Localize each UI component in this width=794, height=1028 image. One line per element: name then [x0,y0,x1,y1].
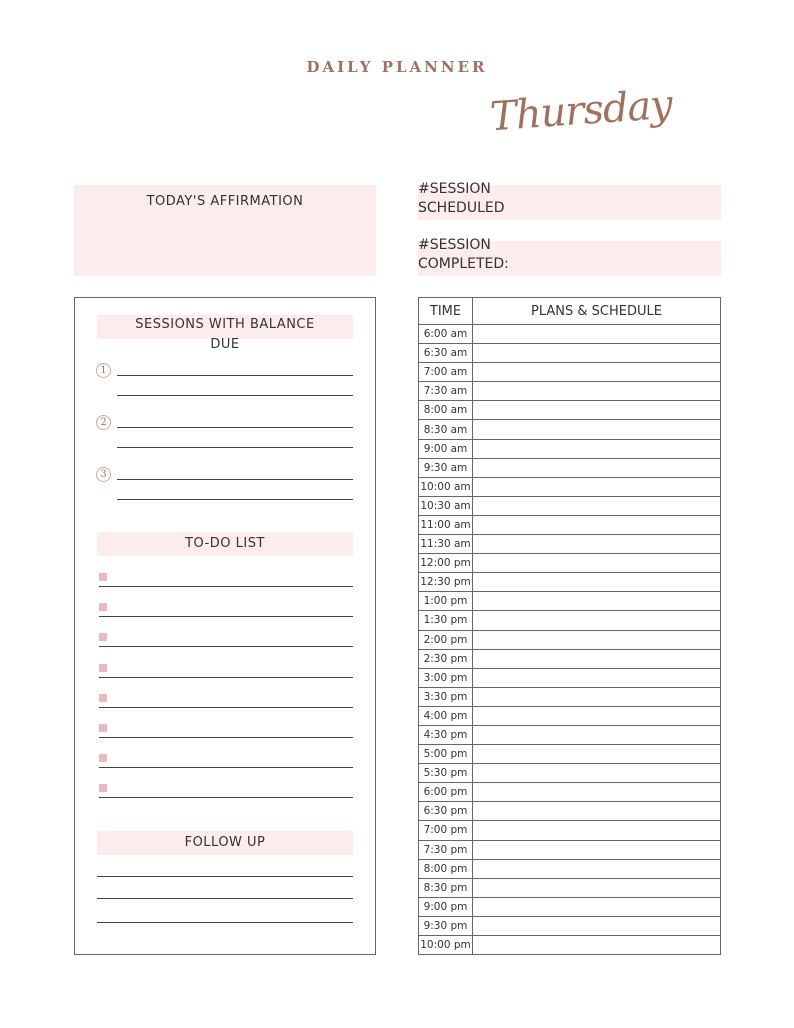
plan-cell[interactable] [473,706,721,725]
schedule-row [419,592,721,611]
todo-line[interactable] [99,616,353,617]
todo-checkbox[interactable] [99,754,107,762]
time-cell: 6:30 pm [419,802,473,821]
time-cell: 4:00 pm [419,706,473,725]
plan-cell[interactable] [473,496,721,515]
plan-cell[interactable] [473,515,721,534]
plan-cell[interactable] [473,325,721,344]
plan-cell[interactable] [473,725,721,744]
plan-cell[interactable] [473,344,721,363]
page-title: DAILY PLANNER [306,58,488,76]
time-cell: 8:00 am [419,401,473,420]
schedule-row [419,515,721,534]
time-cell: 3:00 pm [419,668,473,687]
plan-cell[interactable] [473,916,721,935]
plan-cell[interactable] [473,802,721,821]
todo-checkbox[interactable] [99,664,107,672]
schedule-row [419,420,721,439]
schedule-row [419,821,721,840]
schedule-row [419,458,721,477]
todo-checkbox[interactable] [99,603,107,611]
time-header: TIME [419,298,473,325]
schedule-row [419,706,721,725]
schedule-row [419,687,721,706]
plan-cell[interactable] [473,363,721,382]
plan-cell[interactable] [473,764,721,783]
schedule-row [419,344,721,363]
affirmation-label: TODAY'S AFFIRMATION [146,194,304,209]
schedule-row [419,764,721,783]
plan-cell[interactable] [473,745,721,764]
plan-cell[interactable] [473,439,721,458]
time-cell: 1:30 pm [419,611,473,630]
follow-up-line[interactable] [97,922,353,923]
todo-heading: TO-DO LIST [97,532,353,556]
schedule-row [419,554,721,573]
affirmation-box[interactable] [74,185,376,276]
time-cell: 8:30 pm [419,878,473,897]
time-cell: 9:00 pm [419,897,473,916]
plan-cell[interactable] [473,401,721,420]
write-line[interactable] [117,395,353,396]
time-cell: 10:00 pm [419,936,473,955]
schedule-row [419,668,721,687]
plans-header: PLANS & SCHEDULE [473,298,721,325]
time-cell: 3:30 pm [419,687,473,706]
time-cell: 12:00 pm [419,554,473,573]
time-cell: 5:30 pm [419,764,473,783]
plan-cell[interactable] [473,630,721,649]
number-badge: 3 [96,467,111,482]
time-cell: 7:00 am [419,363,473,382]
plan-cell[interactable] [473,687,721,706]
todo-checkbox[interactable] [99,633,107,641]
schedule-row [419,382,721,401]
schedule-row [419,535,721,554]
schedule-row [419,802,721,821]
schedule-row [419,649,721,668]
schedule-row [419,477,721,496]
time-cell: 4:30 pm [419,725,473,744]
plan-cell[interactable] [473,535,721,554]
plan-cell[interactable] [473,382,721,401]
todo-line[interactable] [99,586,353,587]
plan-cell[interactable] [473,592,721,611]
schedule-row [419,630,721,649]
plan-cell[interactable] [473,420,721,439]
plan-cell[interactable] [473,936,721,955]
write-line[interactable] [117,479,353,480]
schedule-row [419,363,721,382]
plan-cell[interactable] [473,458,721,477]
time-cell: 7:30 pm [419,840,473,859]
plan-cell[interactable] [473,554,721,573]
time-cell: 5:00 pm [419,745,473,764]
plan-cell[interactable] [473,897,721,916]
plan-cell[interactable] [473,859,721,878]
time-cell: 1:00 pm [419,592,473,611]
time-cell: 10:30 am [419,496,473,515]
left-panel [74,297,376,955]
day-name: Thursday [488,81,674,141]
schedule-table [418,297,721,955]
follow-up-heading: FOLLOW UP [97,831,353,855]
schedule-row [419,936,721,955]
schedule-row [419,878,721,897]
plan-cell[interactable] [473,477,721,496]
time-cell: 6:30 am [419,344,473,363]
write-line[interactable] [117,447,353,448]
schedule-row [419,401,721,420]
time-cell: 7:00 pm [419,821,473,840]
schedule-row [419,745,721,764]
plan-cell[interactable] [473,878,721,897]
schedule-row [419,325,721,344]
number-badge: 2 [96,415,111,430]
sessions-scheduled-label: #SESSION SCHEDULED [418,181,505,216]
plan-cell[interactable] [473,611,721,630]
schedule-row [419,496,721,515]
write-line[interactable] [117,499,353,500]
todo-line[interactable] [99,767,353,768]
todo-line[interactable] [99,797,353,798]
time-cell: 9:00 am [419,439,473,458]
time-cell: 9:30 pm [419,916,473,935]
todo-checkbox[interactable] [99,573,107,581]
todo-line[interactable] [99,737,353,738]
time-cell: 2:30 pm [419,649,473,668]
time-cell: 6:00 am [419,325,473,344]
balance-due-heading: SESSIONS WITH BALANCE DUE [97,315,353,339]
plan-cell[interactable] [473,649,721,668]
schedule-row [419,725,721,744]
schedule-row [419,859,721,878]
time-cell: 8:00 pm [419,859,473,878]
schedule-row [419,897,721,916]
follow-up-line[interactable] [97,898,353,899]
todo-line[interactable] [99,646,353,647]
sessions-completed-label: #SESSION COMPLETED: [418,237,509,272]
sessions-completed-box[interactable] [418,237,721,276]
follow-up-line[interactable] [97,876,353,877]
time-cell: 11:00 am [419,515,473,534]
plan-cell[interactable] [473,668,721,687]
plan-cell[interactable] [473,573,721,592]
write-line[interactable] [117,427,353,428]
todo-line[interactable] [99,707,353,708]
time-cell: 7:30 am [419,382,473,401]
plan-cell[interactable] [473,783,721,802]
time-cell: 2:00 pm [419,630,473,649]
time-cell: 10:00 am [419,477,473,496]
schedule-row [419,916,721,935]
todo-checkbox[interactable] [99,694,107,702]
write-line[interactable] [117,375,353,376]
todo-checkbox[interactable] [99,724,107,732]
schedule-row [419,573,721,592]
schedule-row [419,439,721,458]
plan-cell[interactable] [473,840,721,859]
time-cell: 9:30 am [419,458,473,477]
plan-cell[interactable] [473,821,721,840]
time-cell: 11:30 am [419,535,473,554]
schedule-row [419,611,721,630]
time-cell: 6:00 pm [419,783,473,802]
schedule-row [419,840,721,859]
time-cell: 8:30 am [419,420,473,439]
todo-line[interactable] [99,677,353,678]
sessions-scheduled-box[interactable] [418,181,721,220]
todo-checkbox[interactable] [99,784,107,792]
time-cell: 12:30 pm [419,573,473,592]
number-badge: 1 [96,363,111,378]
schedule-row [419,783,721,802]
